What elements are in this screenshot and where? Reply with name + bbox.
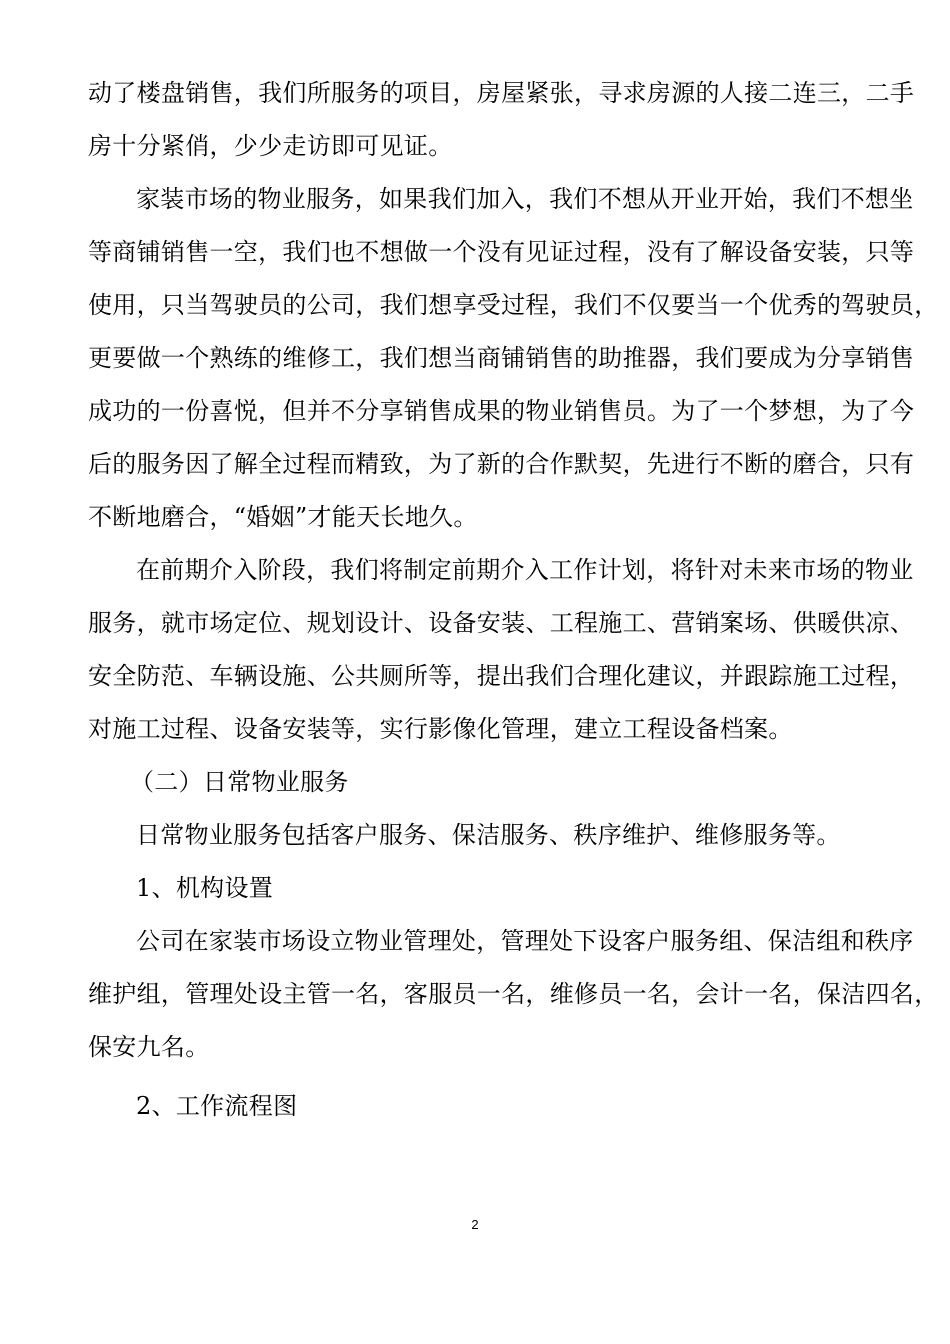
section-heading: （二）日常物业服务 bbox=[130, 768, 349, 796]
paragraph-line: 使用，只当驾驶员的公司，我们想享受过程，我们不仅要当一个优秀的驾驶员， bbox=[88, 291, 939, 319]
paragraph-line: 保安九名。 bbox=[88, 1033, 210, 1061]
paragraph-line: 更要做一个熟练的维修工，我们想当商铺销售的助推器，我们要成为分享销售 bbox=[88, 344, 915, 372]
paragraph-line: 公司在家装市场设立物业管理处，管理处下设客户服务组、保洁组和秩序 bbox=[136, 927, 914, 955]
paragraph-line: 日常物业服务包括客户服务、保洁服务、秩序维护、维修服务等。 bbox=[136, 821, 841, 849]
paragraph-line: 在前期介入阶段，我们将制定前期介入工作计划，将针对未来市场的物业 bbox=[136, 556, 914, 584]
paragraph-line: 不断地磨合，“婚姻”才能天长地久。 bbox=[88, 503, 478, 531]
paragraph-line: 服务，就市场定位、规划设计、设备安装、工程施工、营销案场、供暖供凉、 bbox=[88, 609, 915, 637]
subsection-heading: 1、机构设置 bbox=[136, 874, 274, 902]
subsection-heading: 2、工作流程图 bbox=[136, 1092, 298, 1120]
paragraph-line: 家装市场的物业服务，如果我们加入，我们不想从开业开始，我们不想坐 bbox=[136, 185, 914, 213]
paragraph-line: 动了楼盘销售，我们所服务的项目，房屋紧张，寻求房源的人接二连三，二手 bbox=[88, 79, 915, 107]
paragraph-line: 等商铺销售一空，我们也不想做一个没有见证过程，没有了解设备安装，只等 bbox=[88, 238, 915, 266]
page-number: 2 bbox=[471, 1217, 479, 1232]
paragraph-line: 对施工过程、设备安装等，实行影像化管理，建立工程设备档案。 bbox=[88, 715, 793, 743]
paragraph-line: 后的服务因了解全过程而精致，为了新的合作默契，先进行不断的磨合，只有 bbox=[88, 450, 915, 478]
paragraph-line: 维护组，管理处设主管一名，客服员一名，维修员一名，会计一名，保洁四名， bbox=[88, 980, 939, 1008]
paragraph-line: 房十分紧俏，少少走访即可见证。 bbox=[88, 132, 453, 160]
paragraph-line: 安全防范、车辆设施、公共厕所等，提出我们合理化建议，并跟踪施工过程， bbox=[88, 662, 915, 690]
paragraph-line: 成功的一份喜悦，但并不分享销售成果的物业销售员。为了一个梦想，为了今 bbox=[88, 397, 915, 425]
